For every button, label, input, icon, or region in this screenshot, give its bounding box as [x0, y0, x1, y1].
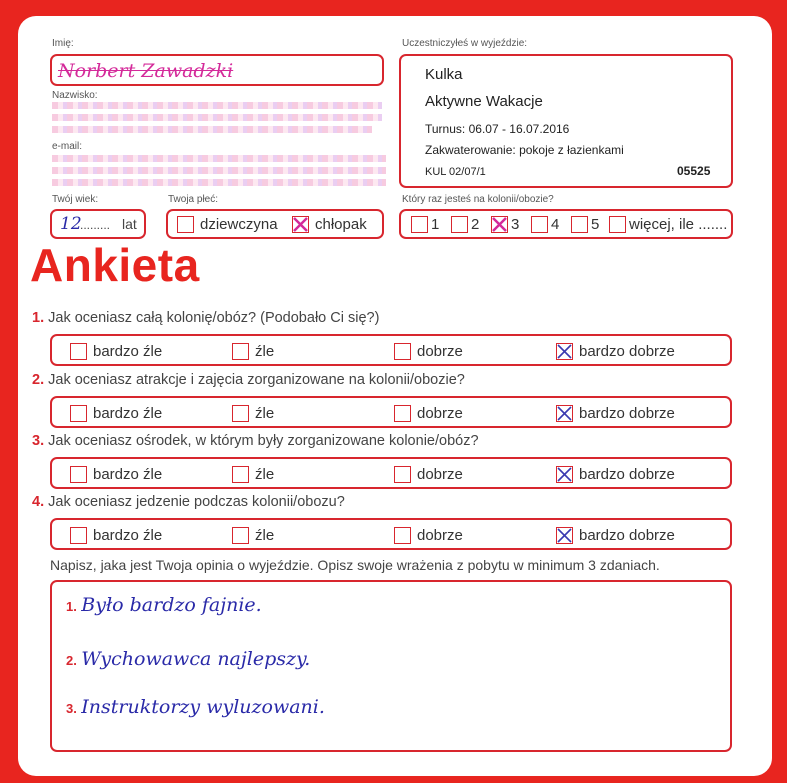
opinion-field[interactable] — [50, 580, 732, 752]
times-field — [399, 209, 733, 239]
rating-option[interactable] — [556, 342, 675, 360]
times-option-more[interactable]: więcej, ile ....... — [609, 215, 727, 233]
opinion-number: 3. — [66, 701, 77, 716]
turnus-value: 06.07 - 16.07.2016 — [468, 122, 570, 136]
checkbox-icon — [70, 466, 87, 483]
email-label: e-mail: — [52, 141, 83, 152]
checkbox-icon — [609, 216, 626, 233]
rating-option-label: źle — [255, 342, 275, 360]
rating-row-2 — [50, 396, 732, 428]
rating-option-label: bardzo źle — [93, 342, 163, 360]
opinion-line-2 — [66, 648, 310, 670]
rating-option-label: dobrze — [417, 526, 463, 544]
rating-option-label: dobrze — [417, 404, 463, 422]
checkbox-icon — [531, 216, 548, 233]
rating-row-3 — [50, 457, 732, 489]
rating-option[interactable] — [232, 465, 274, 483]
age-dots: ......... — [80, 218, 111, 232]
checkbox-icon — [411, 216, 428, 233]
checked-checkbox-icon — [556, 466, 573, 483]
rating-option[interactable] — [556, 465, 675, 483]
checkbox-icon — [70, 527, 87, 544]
question-2 — [32, 372, 465, 388]
rating-option-label: bardzo dobrze — [579, 526, 675, 544]
question-4 — [32, 494, 345, 510]
checkbox-icon — [394, 527, 411, 544]
rating-option[interactable] — [70, 342, 162, 360]
age-suffix: lat — [122, 216, 137, 232]
rating-option-label: bardzo dobrze — [579, 404, 675, 422]
rating-option[interactable] — [70, 465, 162, 483]
checkbox-icon — [451, 216, 468, 233]
checkbox-icon — [232, 527, 249, 544]
rating-option[interactable] — [394, 404, 463, 422]
gender-option-boy[interactable]: chłopak — [292, 215, 367, 233]
opinion-text: Wychowawca najlepszy. — [81, 648, 311, 670]
rating-option-label: źle — [255, 526, 275, 544]
rating-option-label: bardzo dobrze — [579, 465, 675, 483]
checkbox-icon — [177, 216, 194, 233]
rating-option-label: bardzo źle — [93, 526, 163, 544]
name-label: Imię: — [52, 38, 74, 49]
checkbox-icon — [394, 405, 411, 422]
rating-option[interactable] — [556, 526, 675, 544]
name-field[interactable] — [50, 54, 384, 86]
rating-option[interactable] — [394, 342, 463, 360]
rating-option[interactable] — [556, 404, 675, 422]
question-text: Jak oceniasz jedzenie podczas kolonii/obozu? — [48, 494, 345, 510]
rating-option[interactable] — [394, 526, 463, 544]
opinion-text: Instruktorzy wyluzowani. — [81, 696, 325, 718]
rating-option-label: bardzo źle — [93, 404, 163, 422]
checked-checkbox-icon — [292, 216, 309, 233]
opinion-number: 1. — [66, 599, 77, 614]
question-3 — [32, 433, 479, 449]
rating-option-label: dobrze — [417, 342, 463, 360]
times-option-2[interactable]: 2 — [451, 215, 479, 233]
times-option-5[interactable]: 5 — [571, 215, 599, 233]
lodging-value: pokoje z łazienkami — [519, 143, 624, 157]
opinion-text: Było bardzo fajnie. — [81, 594, 262, 616]
turnus-row — [425, 122, 569, 136]
times-option-4[interactable]: 4 — [531, 215, 559, 233]
opinion-prompt: Napisz, jaka jest Twoja opinia o wyjeździe. Opisz swoje wrażenia z pobytu w minimum 3 zdaniach. — [50, 557, 660, 573]
rating-option-label: źle — [255, 404, 275, 422]
rating-option-label: źle — [255, 465, 275, 483]
checkbox-icon — [70, 405, 87, 422]
times-option-3[interactable]: 3 — [491, 215, 519, 233]
checked-checkbox-icon — [556, 343, 573, 360]
name-value: Norbert Zawadzki — [58, 60, 234, 82]
gender-option-girl[interactable]: dziewczyna — [177, 215, 278, 233]
participant-label: Uczestniczyłeś w wyjeździe: — [402, 38, 528, 49]
gender-field — [166, 209, 384, 239]
rating-option[interactable] — [232, 342, 274, 360]
rating-option[interactable] — [70, 404, 162, 422]
question-text: Jak oceniasz ośrodek, w którym były zorganizowane kolonie/obóz? — [48, 433, 479, 449]
rating-option-label: dobrze — [417, 465, 463, 483]
checked-checkbox-icon — [556, 527, 573, 544]
survey-title: Ankieta — [30, 239, 200, 291]
opinion-line-1 — [66, 594, 262, 616]
rating-option[interactable] — [232, 526, 274, 544]
checkbox-icon — [232, 405, 249, 422]
checkbox-icon — [394, 466, 411, 483]
rating-option-label: bardzo źle — [93, 465, 163, 483]
trip-line1: Kulka — [425, 66, 463, 83]
trip-info-box — [399, 54, 733, 188]
times-label: Który raz jesteś na kolonii/obozie? — [402, 194, 554, 205]
checkbox-icon — [571, 216, 588, 233]
trip-line2: Aktywne Wakacje — [425, 93, 543, 110]
rating-row-4 — [50, 518, 732, 550]
checked-checkbox-icon — [556, 405, 573, 422]
surname-label: Nazwisko: — [52, 90, 98, 101]
question-number: 3. — [32, 433, 45, 449]
question-number: 1. — [32, 310, 45, 326]
lodging-label: Zakwaterowanie: — [425, 143, 516, 157]
rating-option[interactable] — [232, 404, 274, 422]
checked-checkbox-icon — [491, 216, 508, 233]
trip-code: KUL 02/07/1 — [425, 166, 486, 178]
question-1 — [32, 310, 379, 326]
rating-option[interactable] — [394, 465, 463, 483]
rating-option-label: bardzo dobrze — [579, 342, 675, 360]
opinion-line-3 — [66, 696, 325, 718]
question-text: Jak oceniasz atrakcje i zajęcia zorganizowane na kolonii/obozie? — [48, 372, 465, 388]
gender-label: Twoja płeć: — [168, 194, 219, 205]
trip-number: 05525 — [677, 164, 711, 178]
question-number: 4. — [32, 494, 45, 510]
rating-option[interactable] — [70, 526, 162, 544]
lodging-row — [425, 143, 624, 157]
age-value: 12 — [60, 214, 82, 234]
turnus-label: Turnus: — [425, 122, 466, 136]
age-field[interactable] — [50, 209, 146, 239]
question-number: 2. — [32, 372, 45, 388]
checkbox-icon — [232, 466, 249, 483]
checkbox-icon — [394, 343, 411, 360]
question-text: Jak oceniasz całą kolonię/obóz? (Podobało Ci się?) — [48, 310, 380, 326]
checkbox-icon — [70, 343, 87, 360]
rating-row-1 — [50, 334, 732, 366]
age-label: Twój wiek: — [52, 194, 99, 205]
checkbox-icon — [232, 343, 249, 360]
opinion-number: 2. — [66, 653, 77, 668]
times-option-1[interactable]: 1 — [411, 215, 439, 233]
